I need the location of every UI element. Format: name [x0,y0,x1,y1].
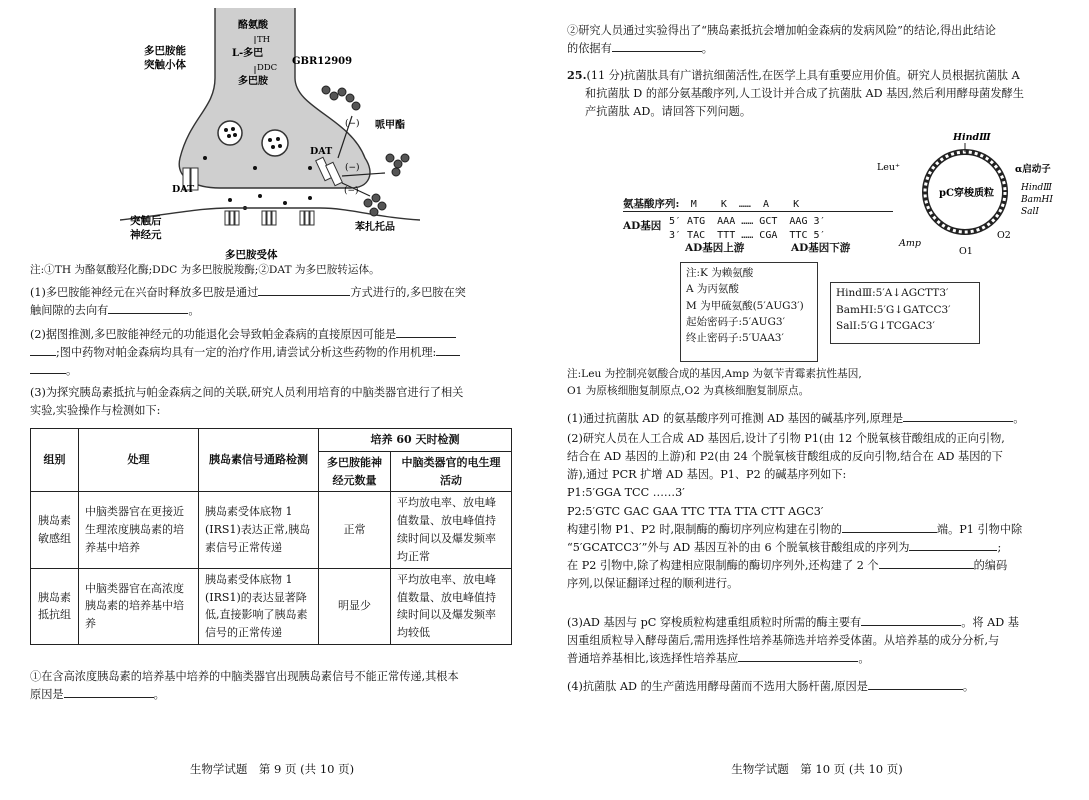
table-cell: 中脑类器官在更接近生理浓度胰岛素的培养基中培养 [79,492,199,568]
answer-blank[interactable] [903,410,1013,422]
strand-top: 5′ ATG AAA …… GCT AAG 3′ [669,216,826,227]
postsyn-label-2: 神经元 [130,229,162,241]
codon-note-box: 注:K 为赖氨酸 A 为丙氨酸 M 为甲硫氨酸(5′AUG3′) 起始密码子:5′AUG3′ 终止密码子:5′UAA3′ [680,262,818,362]
postsyn-label-1: 突触后 [130,215,162,227]
benz-label: 苯扎托品 [355,222,395,233]
presyn-label-1: 多巴胺能 [144,45,186,57]
answer-blank[interactable] [842,521,937,533]
amp-label: Amp [899,238,921,249]
dopamine-label: 多巴胺 [238,76,268,87]
table-cell: 胰岛素受体底物 1 (IRS1)表达正常,胰岛素信号正常传递 [199,492,319,568]
question-3-1: ①在含高浓度胰岛素的培养基中培养的中脑类器官出现胰岛素信号不能正常传递,其根本 原因是 。 [30,670,459,702]
ad-gene-label: AD基因 [623,220,662,232]
answer-blank[interactable] [879,557,974,569]
table-cell: 平均放电率、放电峰值数量、放电峰值持续时间以及爆发频率均正常 [391,492,512,568]
o2-label: O2 [997,230,1011,241]
divider [623,204,893,212]
question-25-3: (3)AD 基因与 pC 穿梭质粒构建重组质粒时所需的酶主要有 。将 AD 基 因重组质粒导入酵母菌后,需用选择性培养基筛选并培养受体菌。从培养基的成分分析,与 普通培养基相比,该选择性培养基应 。 [567,616,1019,666]
question-25: 25.(11 分)抗菌肽具有广谱抗细菌活性,在医学上具有重要应用价值。研究人员根据抗菌肽 A 和抗菌肽 D 的部分氨基酸序列,人工设计并合成了抗菌肽 AD 基因,然后利用酵母菌发酵生 产抗菌肽 AD。请回答下列问题。 [567,68,1024,119]
right-page [545,0,1089,800]
inhibit-label-3: (−) [344,186,359,196]
o1-label: O1 [959,246,973,257]
answer-blank[interactable] [909,539,997,551]
answer-blank[interactable] [868,678,963,690]
table-cell: 正常 [319,492,391,568]
pc-shuttle-plasmid [855,128,1075,258]
question-3: (3)为探究胰岛素抵抗与帕金森病之间的关联,研究人员利用培育的中脑类器官进行了相关 实验,实验操作与检测如下: [30,386,464,418]
answer-blank[interactable] [30,344,56,356]
col-header-electro: 中脑类器官的电生理活动 [391,451,512,492]
table-row [31,492,512,568]
leu-label: Leu⁺ [877,162,901,173]
plasmid-note: 注:Leu 为控制亮氨酸合成的基因,Amp 为氨苄青霉素抗性基因, O1 为原核细胞复制原点,O2 为真核细胞复制原点。 [567,368,862,398]
aa-seq: M K …… A K [690,199,800,210]
upstream-label: AD基因上游 [685,242,745,254]
promoter-label: α启动子 [1015,164,1051,175]
dopamine-synapse-figure [120,8,420,266]
table-cell: 胰岛素受体底物 1 (IRS1)的表达显著降低,直接影响了胰岛素信号的正常传递 [199,568,319,644]
tyrosine-label: 酪氨酸 [238,20,268,31]
bam-label: BamHⅠ [1021,195,1053,205]
col-header-neuron-count: 多巴胺能神经元数量 [319,451,391,492]
hind2-label: HindⅢ [1021,183,1052,193]
page-footer-right: 生物学试题 第 10 页 (共 10 页) [731,762,903,776]
table-cell: 胰岛素抵抗组 [31,568,79,644]
question-3-2: ②研究人员通过实验得出了“胰岛素抵抗会增加帕金森病的发病风险”的结论,得出此结论 的依据有 。 [567,24,996,56]
table-cell: 平均放电率、放电峰值数量、放电峰值持续时间以及爆发频率均较低 [391,568,512,644]
question-25-2: (2)研究人员在人工合成 AD 基因后,设计了引物 P1(由 12 个脱氧核苷酸组成的正向引物, 结合在 AD 基因的上游)和 P2(由 24 个脱氧核苷酸组成的反向引物,结合在 AD 基因的下 游),通过 PCR 扩增 AD 基因。P1、P2 的碱基序列如下: P1:5′GGA TCC ……3′ P2:5′GTC GAC GAA TTC TTA TTA CTT AGC3′ 构建引物 P1、P2 时,限制酶的酶切序列应构建在引物的 端。P1 引物中除 “5′GCATCC3′”外与 AD 基因互补的由 6 个脱氧核苷酸组成的序列为 ; 在 P2 引物中,除了构建相应限制酶的酶切序列外,还构建了 2 个 的编码 序列,以保证翻译过程的顺利进行。 [567,432,1023,591]
downstream-label: AD基因下游 [791,242,851,254]
answer-blank[interactable] [258,284,350,296]
col-header-day60: 培养 60 天时检测 [319,429,512,452]
inhibit-label-2: (−) [345,163,360,173]
col-header-treatment: 处理 [79,429,199,492]
question-25-1: (1)通过抗菌肽 AD 的氨基酸序列可推测 AD 基因的碱基序列,原理是 。 [567,412,1025,425]
gbr-label: GBR12909 [292,56,353,67]
dat-label-right: DAT [310,146,333,157]
figure-note: 注:①TH 为酪氨酸羟化酶;DDC 为多巴胺脱羧酶;②DAT 为多巴胺转运体。 [30,264,380,276]
mpd-label: 哌甲酯 [375,120,405,131]
experiment-table [30,428,512,645]
table-cell: 胰岛素敏感组 [31,492,79,568]
ddc-label: DDC [257,63,278,73]
table-row [31,568,512,644]
ad-gene-diagram [623,196,893,258]
question-2: (2)据图推测,多巴胺能神经元的功能退化会导致帕金森病的直接原因可能是 ;图中药物对帕金森病均具有一定的治疗作用,请尝试分析这些药物的作用机理: 。 [30,326,515,380]
hind-top-label: HindⅢ [953,132,991,143]
strand-bottom: 3′ TAC TTT …… CGA TTC 5′ [669,230,826,241]
plasmid-name: pC穿梭质粒 [939,188,994,199]
ldopa-label: L-多巴 [232,48,264,59]
th-label: TH [257,35,271,45]
left-page [0,0,544,800]
answer-blank[interactable] [64,686,154,698]
answer-blank[interactable] [30,362,66,374]
table-cell: 中脑类器官在高浓度胰岛素的培养基中培养 [79,568,199,644]
answer-blank[interactable] [108,302,188,314]
answer-blank[interactable] [396,326,456,338]
page-footer-left: 生物学试题 第 9 页 (共 10 页) [189,762,355,776]
question-25-4: (4)抗菌肽 AD 的生产菌选用酵母菌而不选用大肠杆菌,原因是 。 [567,680,975,693]
dat-label-left: DAT [172,184,195,195]
answer-blank[interactable] [436,344,460,356]
sal-label: SalⅠ [1021,207,1039,217]
col-header-group: 组别 [31,429,79,492]
table-cell: 明显少 [319,568,391,644]
restriction-site-box: HindⅢ:5′A↓AGCTT3′ BamHⅠ:5′G↓GATCC3′ SalⅠ:5′G↓TCGAC3′ [830,282,980,344]
inhibit-label-1: (−) [345,119,360,129]
aa-seq-label: 氨基酸序列: [623,198,680,210]
answer-blank[interactable] [612,40,702,52]
presyn-label-2: 突触小体 [144,59,186,71]
col-header-signal: 胰岛素信号通路检测 [199,429,319,492]
answer-blank[interactable] [738,650,858,662]
receptor-label: 多巴胺受体 [225,249,278,261]
answer-blank[interactable] [861,614,961,626]
question-1: (1)多巴胺能神经元在兴奋时释放多巴胺是通过 方式进行的,多巴胺在突 触间隙的去向有 。 [30,286,466,318]
